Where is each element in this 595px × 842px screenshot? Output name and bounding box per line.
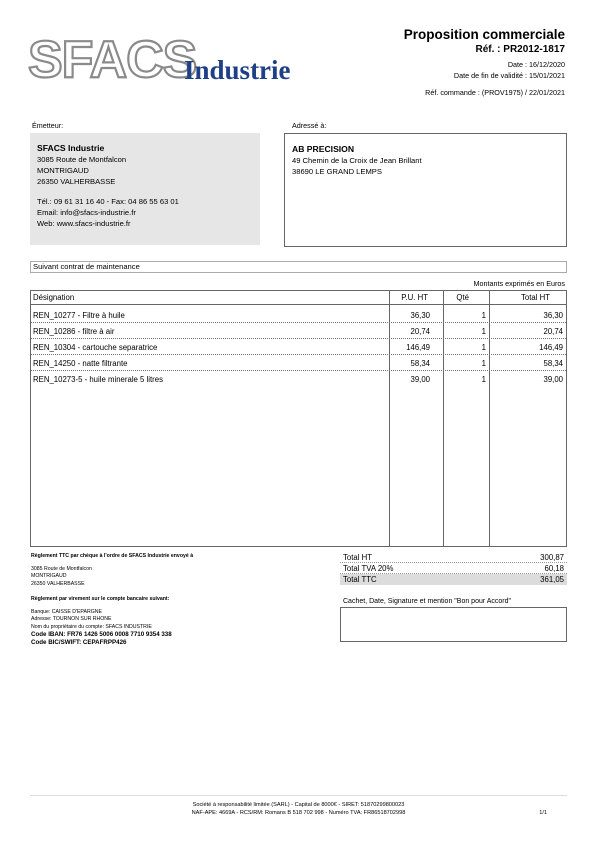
header-designation: Désignation [33, 293, 75, 302]
row-total: 36,30 [543, 311, 563, 320]
emitter-web: Web: www.sfacs-industrie.fr [37, 219, 131, 228]
total-ttc-label: Total TTC [343, 575, 377, 584]
items-table [30, 290, 567, 547]
logo-brand: SFACS [28, 31, 197, 89]
emitter-name: SFACS Industrie [37, 143, 105, 153]
cheque-address-line: 26350 VALHERBASSE [31, 580, 85, 587]
row-quantity: 1 [481, 343, 486, 352]
recipient-name: AB PRECISION [292, 144, 355, 154]
row-designation: REN_10286 - filtre à air [33, 327, 115, 336]
signature-label: Cachet, Date, Signature et mention "Bon pour Accord" [343, 598, 512, 605]
document-reference: Réf. : PR2012-1817 [475, 44, 565, 55]
row-designation: REN_10273-5 - huile minerale 5 litres [33, 375, 164, 384]
bank-address: Adresse: TOURNON SUR RHONE [31, 616, 112, 623]
row-designation: REN_10304 - cartouche separatrice [33, 343, 158, 352]
emitter-address-line: 26350 VALHERBASSE [37, 177, 116, 186]
recipient-box [284, 133, 567, 247]
iban-code: Code IBAN: FR76 1426 5006 0008 7710 9354 338 [31, 631, 172, 639]
emitter-email: Email: info@sfacs-industrie.fr [37, 208, 136, 217]
recipient-address-line: 38690 LE GRAND LEMPS [292, 167, 382, 176]
row-unit-price: 58,34 [410, 359, 430, 368]
row-total: 146,49 [539, 343, 563, 352]
validity-date: Date de fin de validité : 15/01/2021 [453, 71, 565, 80]
order-reference: Réf. commande : (PROV1975) / 22/01/2021 [425, 88, 565, 97]
table-row [31, 307, 566, 323]
row-quantity: 1 [481, 327, 486, 336]
page-footer [30, 795, 567, 817]
document-header [404, 27, 565, 98]
currency-note: Montants exprimés en Euros [473, 279, 565, 288]
recipient-label: Adressé à: [292, 121, 327, 130]
total-tva-row [340, 563, 567, 574]
emitter-box [30, 133, 260, 245]
row-total: 20,74 [543, 327, 563, 336]
table-row [31, 339, 566, 355]
document-title: Proposition commerciale [403, 27, 565, 42]
emitter-label: Émetteur: [32, 121, 64, 130]
cheque-address-line: MONTRIGAUD [31, 573, 67, 580]
row-unit-price: 146,49 [406, 343, 430, 352]
page-number: 1/1 [539, 810, 547, 816]
row-total: 39,00 [543, 375, 563, 384]
row-unit-price: 36,30 [410, 311, 430, 320]
table-row [31, 371, 566, 387]
bic-code: Code BIC/SWIFT: CEPAFRPP426 [31, 638, 127, 646]
row-quantity: 1 [481, 359, 486, 368]
bank-name: Banque: CAISSE D'EPARGNE [31, 608, 102, 615]
row-total: 58,34 [543, 359, 563, 368]
table-row [31, 355, 566, 371]
header-quantity: Qté [456, 293, 469, 302]
total-tva-label: Total TVA 20% [343, 564, 394, 573]
signature-box [340, 607, 567, 642]
table-row [31, 323, 566, 339]
row-unit-price: 39,00 [410, 375, 430, 384]
transfer-title: Règlement par virement sur le compte bancaire suivant: [31, 596, 170, 602]
logo-suffix: Industrie [184, 55, 291, 85]
total-ht-label: Total HT [343, 553, 373, 562]
row-designation: REN_10277 - Filtre à huile [33, 311, 125, 320]
footer-legal-line: Société à responsabilité limitée (SARL) - Capital de 8000€ - SIRET: 51870299800023 [192, 802, 405, 808]
total-ttc-value: 361,05 [540, 575, 564, 584]
total-tva-value: 60,18 [544, 564, 564, 573]
contract-note: Suivant contrat de maintenance [30, 261, 567, 273]
cheque-title: Règlement TTC par chèque à l'ordre de SFACS Industrie envoyé à [31, 553, 194, 559]
total-ht-row [340, 552, 567, 563]
row-unit-price: 20,74 [410, 327, 430, 336]
account-owner: Nom du propriétaire du compte: SFACS INDUSTRIE [31, 623, 152, 630]
cheque-address-line: 3085 Route de Montfalcon [31, 565, 92, 572]
document-date: Date : 16/12/2020 [507, 60, 565, 69]
transfer-payment-info [31, 596, 172, 647]
emitter-address-line: 3085 Route de Montfalcon [37, 155, 127, 164]
row-quantity: 1 [481, 375, 486, 384]
header-total: Total HT [520, 293, 550, 302]
emitter-address-line: MONTRIGAUD [37, 166, 89, 175]
totals-block [340, 552, 567, 585]
row-quantity: 1 [481, 311, 486, 320]
recipient-address-line: 49 Chemin de la Croix de Jean Brillant [292, 156, 422, 165]
total-ttc-row [340, 574, 567, 585]
total-ht-value: 300,87 [540, 553, 564, 562]
row-designation: REN_14250 - natte filtrante [33, 359, 128, 368]
header-unit-price: P.U. HT [401, 293, 428, 302]
footer-legal-line: NAF-APE: 4669A - RCS/RM: Romans B 518 702 998 - Numéro TVA: FR86518702998 [191, 810, 406, 816]
company-logo [28, 32, 318, 90]
table-header [31, 291, 566, 305]
cheque-payment-info [31, 553, 193, 588]
emitter-phone: Tél.: 09 61 31 16 40 - Fax: 04 86 55 63 01 [37, 197, 179, 206]
